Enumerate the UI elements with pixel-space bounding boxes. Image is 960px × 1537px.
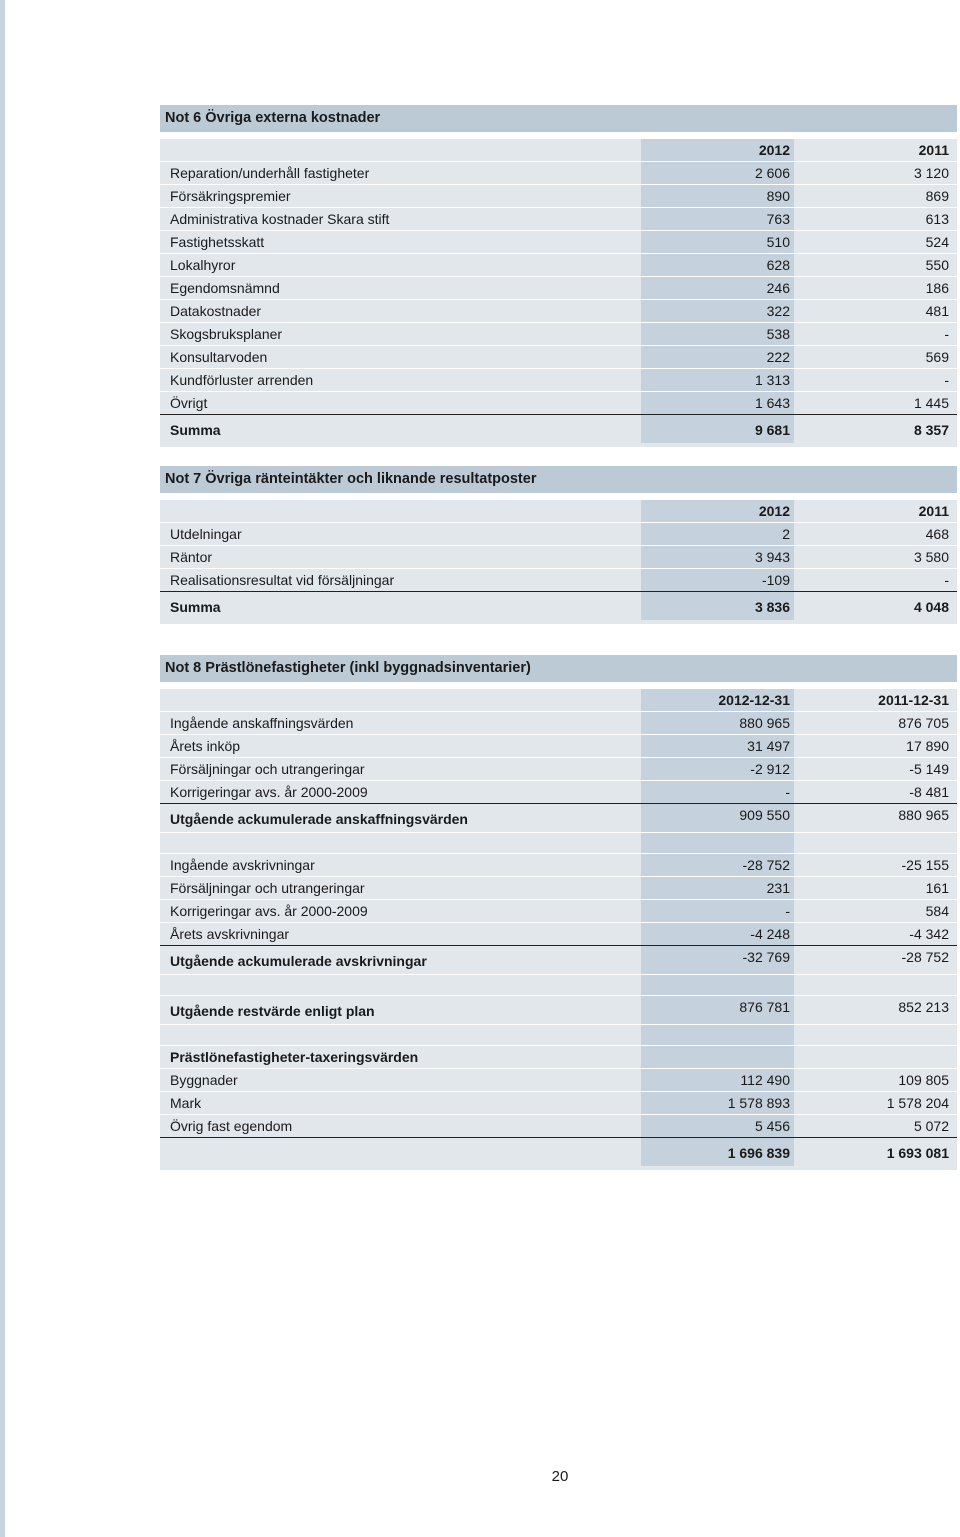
row-label: Konsultarvoden (170, 349, 268, 365)
row-value-previous-year: 481 (925, 303, 949, 319)
note-8-acq-row (160, 757, 957, 780)
note-6-column-header-row (160, 138, 957, 161)
note-6-row (160, 391, 957, 414)
row-label: Försäljningar och utrangeringar (170, 880, 365, 896)
row-value-previous-year: 17 890 (906, 738, 949, 754)
row-value-previous-year: 1 578 204 (886, 1095, 949, 1111)
row-label: Byggnader (170, 1072, 238, 1088)
row-label: Reparation/underhåll fastigheter (170, 165, 370, 181)
note-7-column-header-row: 2012 2011 (160, 499, 957, 522)
note-7-row (160, 522, 957, 545)
row-value-current-year: -4 248 (641, 923, 794, 945)
row-value-previous-year: - (944, 326, 949, 342)
row-label: Egendomsnämnd (170, 280, 280, 296)
row-value-previous-year: -4 342 (909, 926, 949, 942)
note-6-row (160, 276, 957, 299)
row-value-current-year: 890 (641, 185, 794, 207)
note-8-dep-total-row: Utgående ackumulerade avskrivningar -32 769 -28 752 (160, 945, 957, 974)
row-value-previous-year: -5 149 (909, 761, 949, 777)
row-value-current-year: 538 (641, 323, 794, 345)
row-label: Kundförluster arrenden (170, 372, 314, 388)
note-6-total-row: Summa 9 681 8 357 (160, 414, 957, 443)
note-6-row (160, 322, 957, 345)
row-value-previous-year: 876 705 (898, 715, 949, 731)
row-value-previous-year: - (944, 372, 949, 388)
row-value-previous-year: 186 (925, 280, 949, 296)
row-label: Fastighetsskatt (170, 234, 265, 250)
row-value-current-year: - (641, 900, 794, 922)
row-label: Korrigeringar avs. år 2000-2009 (170, 784, 368, 800)
note-7-row (160, 545, 957, 568)
row-value-current-year: 628 (641, 254, 794, 276)
spacer-row (160, 832, 957, 853)
row-value-current-year: 2 (641, 523, 794, 545)
note-8-dep-row (160, 899, 957, 922)
note-8-tax-row (160, 1114, 957, 1137)
row-value-current-year: 763 (641, 208, 794, 230)
row-value-current-year: -28 752 (641, 854, 794, 876)
row-value-current-year: 5 456 (641, 1115, 794, 1137)
note-7-title: Not 7 Övriga ränteintäkter och liknande resultatposter (160, 466, 957, 499)
row-value-previous-year: 468 (925, 526, 949, 542)
row-value-previous-year: 869 (925, 188, 949, 204)
row-value-previous-year: 613 (925, 211, 949, 227)
note-8-acq-row (160, 711, 957, 734)
note-8-tax-heading-row: Prästlönefastigheter-taxeringsvärden (160, 1045, 957, 1068)
row-label: Årets avskrivningar (170, 926, 290, 942)
row-label: Lokalhyror (170, 257, 236, 273)
row-label: Ingående anskaffningsvärden (170, 715, 354, 731)
row-value-current-year: 880 965 (641, 712, 794, 734)
note-6-section (160, 105, 957, 447)
note-8-tax-row (160, 1068, 957, 1091)
note-6-row (160, 184, 957, 207)
note-6-row (160, 299, 957, 322)
note-8-dep-row (160, 853, 957, 876)
left-margin-rule (0, 0, 5, 1537)
row-value-previous-year: 5 072 (913, 1118, 949, 1134)
row-value-previous-year: 1 445 (913, 395, 949, 411)
note-8-title: Not 8 Prästlönefastigheter (inkl byggnadsinventarier) (160, 655, 957, 688)
row-value-previous-year: 524 (925, 234, 949, 250)
row-value-current-year: 112 490 (641, 1069, 794, 1091)
row-value-current-year: 1 643 (641, 392, 794, 414)
note-8-dep-row (160, 922, 957, 945)
row-value-current-year: 31 497 (641, 735, 794, 757)
row-value-previous-year: 161 (925, 880, 949, 896)
note-6-row (160, 345, 957, 368)
spacer-row (160, 974, 957, 995)
note-8-column-header-row: 2012-12-31 2011-12-31 (160, 688, 957, 711)
note-6-row (160, 161, 957, 184)
row-value-previous-year: 109 805 (898, 1072, 949, 1088)
row-value-current-year: 510 (641, 231, 794, 253)
note-6-row (160, 368, 957, 391)
row-value-previous-year: 3 580 (913, 549, 949, 565)
row-value-previous-year: 584 (925, 903, 949, 919)
row-value-previous-year: 3 120 (913, 165, 949, 181)
note-7-total-row: Summa 3 836 4 048 (160, 591, 957, 620)
row-value-current-year: 3 943 (641, 546, 794, 568)
row-label: Övrig fast egendom (170, 1118, 293, 1134)
note-6-row (160, 230, 957, 253)
note-8-tax-total-row: 1 696 839 1 693 081 (160, 1137, 957, 1166)
row-label: Utdelningar (170, 526, 242, 542)
note-6-title: Not 6 Övriga externa kostnader (160, 105, 957, 138)
row-value-previous-year: 569 (925, 349, 949, 365)
row-label: Räntor (170, 549, 213, 565)
row-label: Skogsbruksplaner (170, 326, 283, 342)
row-value-current-year: - (641, 781, 794, 803)
row-value-current-year: 246 (641, 277, 794, 299)
row-label: Realisationsresultat vid försäljningar (170, 572, 395, 588)
spacer-row (160, 1024, 957, 1045)
row-value-current-year: 1 578 893 (641, 1092, 794, 1114)
row-value-current-year: 1 313 (641, 369, 794, 391)
row-label: Övrigt (170, 395, 208, 411)
row-value-current-year: 2 606 (641, 162, 794, 184)
row-value-current-year: -109 (641, 569, 794, 591)
note-8-acq-total-row: Utgående ackumulerade anskaffningsvärden 909 550 880 965 (160, 803, 957, 832)
row-label: Försäljningar och utrangeringar (170, 761, 365, 777)
note-6-col-2011: 2011 (918, 142, 949, 158)
note-7-row (160, 568, 957, 591)
row-value-previous-year: 550 (925, 257, 949, 273)
row-value-current-year: -2 912 (641, 758, 794, 780)
note-8-residual-row: Utgående restvärde enligt plan 876 781 852 213 (160, 995, 957, 1024)
note-7-section (160, 466, 957, 624)
row-label: Mark (170, 1095, 202, 1111)
row-label: Administrativa kostnader Skara stift (170, 211, 390, 227)
note-8-dep-row (160, 876, 957, 899)
row-label: Korrigeringar avs. år 2000-2009 (170, 903, 368, 919)
row-label: Årets inköp (170, 738, 241, 754)
note-6-col-2012: 2012 (641, 139, 794, 161)
row-value-current-year: 222 (641, 346, 794, 368)
page-number: 20 (551, 1468, 569, 1485)
row-value-previous-year: -8 481 (909, 784, 949, 800)
row-label: Datakostnader (170, 303, 262, 319)
note-8-section (160, 655, 957, 1170)
row-value-previous-year: -25 155 (901, 857, 949, 873)
note-6-row (160, 253, 957, 276)
note-6-row (160, 207, 957, 230)
note-8-acq-row (160, 780, 957, 803)
row-value-current-year: 322 (641, 300, 794, 322)
note-8-tax-row (160, 1091, 957, 1114)
row-value-previous-year: - (944, 572, 949, 588)
note-8-acq-row (160, 734, 957, 757)
row-label: Ingående avskrivningar (170, 857, 315, 873)
row-label: Försäkringspremier (170, 188, 291, 204)
row-value-current-year: 231 (641, 877, 794, 899)
